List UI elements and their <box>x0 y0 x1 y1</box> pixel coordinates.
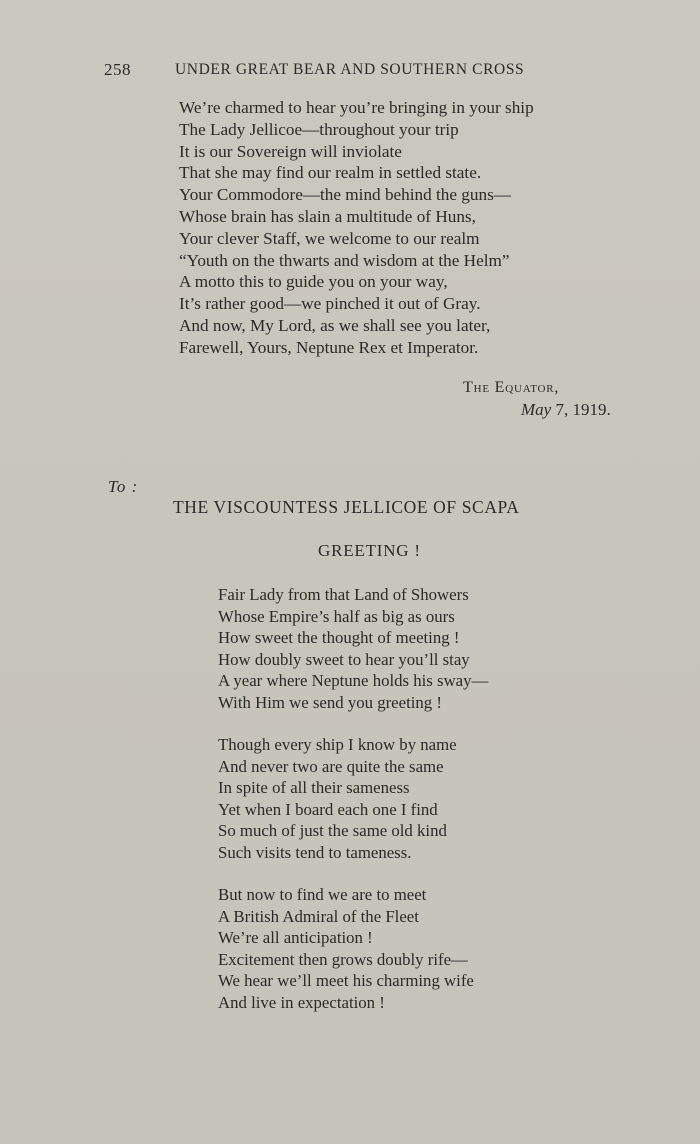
poem-line: So much of just the same old kind <box>218 821 447 840</box>
to-label: To : <box>108 477 139 496</box>
poem-line: How sweet the thought of meeting ! <box>218 628 460 647</box>
running-title: UNDER GREAT BEAR AND SOUTHERN CROSS <box>175 61 525 78</box>
poem-line: The Lady Jellicoe—throughout your trip <box>179 119 459 139</box>
page-number: 258 <box>104 60 131 79</box>
poem-line: And now, My Lord, as we shall see you later, <box>179 315 491 335</box>
poem-line: And never two are quite the same <box>218 756 444 776</box>
poem-line: Excitement then grows doubly rife— <box>218 949 468 969</box>
poem-line: A year where Neptune holds his sway— <box>218 671 489 690</box>
signature-block <box>463 377 611 421</box>
poem-line: We’re charmed to hear you’re bringing in your ship <box>179 98 534 117</box>
poem-line: Your clever Staff, we welcome to our realm <box>179 228 480 248</box>
poem-line: Whose brain has slain a multitude of Huns, <box>179 206 476 226</box>
running-header <box>0 60 700 82</box>
signature-date <box>521 399 611 421</box>
poem-line: Though every ship I know by name <box>218 735 457 754</box>
poem-line: Your Commodore—the mind behind the guns— <box>179 185 511 205</box>
poem-line: “Youth on the thwarts and wisdom at the Helm” <box>179 250 510 270</box>
stanza-3 <box>218 884 474 1013</box>
signature-date-month: May <box>521 400 552 419</box>
poem-line: We’re all anticipation ! <box>218 928 373 947</box>
poem-line: With Him we send you greeting ! <box>218 692 442 712</box>
poem-line: But now to find we are to meet <box>218 885 427 904</box>
poem-line: A British Admiral of the Fleet <box>218 906 419 926</box>
signature-date-rest: 7, 1919. <box>551 400 611 419</box>
poem-line: And live in expectation ! <box>218 992 385 1012</box>
first-poem <box>179 97 534 359</box>
greeting-heading: GREETING ! <box>318 541 421 560</box>
poem-line: Fair Lady from that Land of Showers <box>218 585 469 604</box>
poem-line: Farewell, Yours, Neptune Rex et Imperator. <box>179 337 479 357</box>
poem-line: How doubly sweet to hear you’ll stay <box>218 649 470 669</box>
poem-line: In spite of all their sameness <box>218 778 410 797</box>
signature-place: The Equator, <box>463 379 560 396</box>
poem-line: That she may find our realm in settled state. <box>179 163 482 183</box>
poem-line: A motto this to guide you on your way, <box>179 272 448 292</box>
poem-line: Such visits tend to tameness. <box>218 842 412 862</box>
addressee-heading: THE VISCOUNTESS JELLICOE OF SCAPA <box>173 497 520 517</box>
poem-line: It is our Sovereign will inviolate <box>179 141 402 161</box>
poem-line: Yet when I board each one I find <box>218 799 438 819</box>
stanza-2 <box>218 734 457 863</box>
stanza-1 <box>218 584 488 713</box>
poem-line: It’s rather good—we pinched it out of Gray. <box>179 294 481 314</box>
poem-line: We hear we’ll meet his charming wife <box>218 971 474 990</box>
poem-line: Whose Empire’s half as big as ours <box>218 606 455 626</box>
